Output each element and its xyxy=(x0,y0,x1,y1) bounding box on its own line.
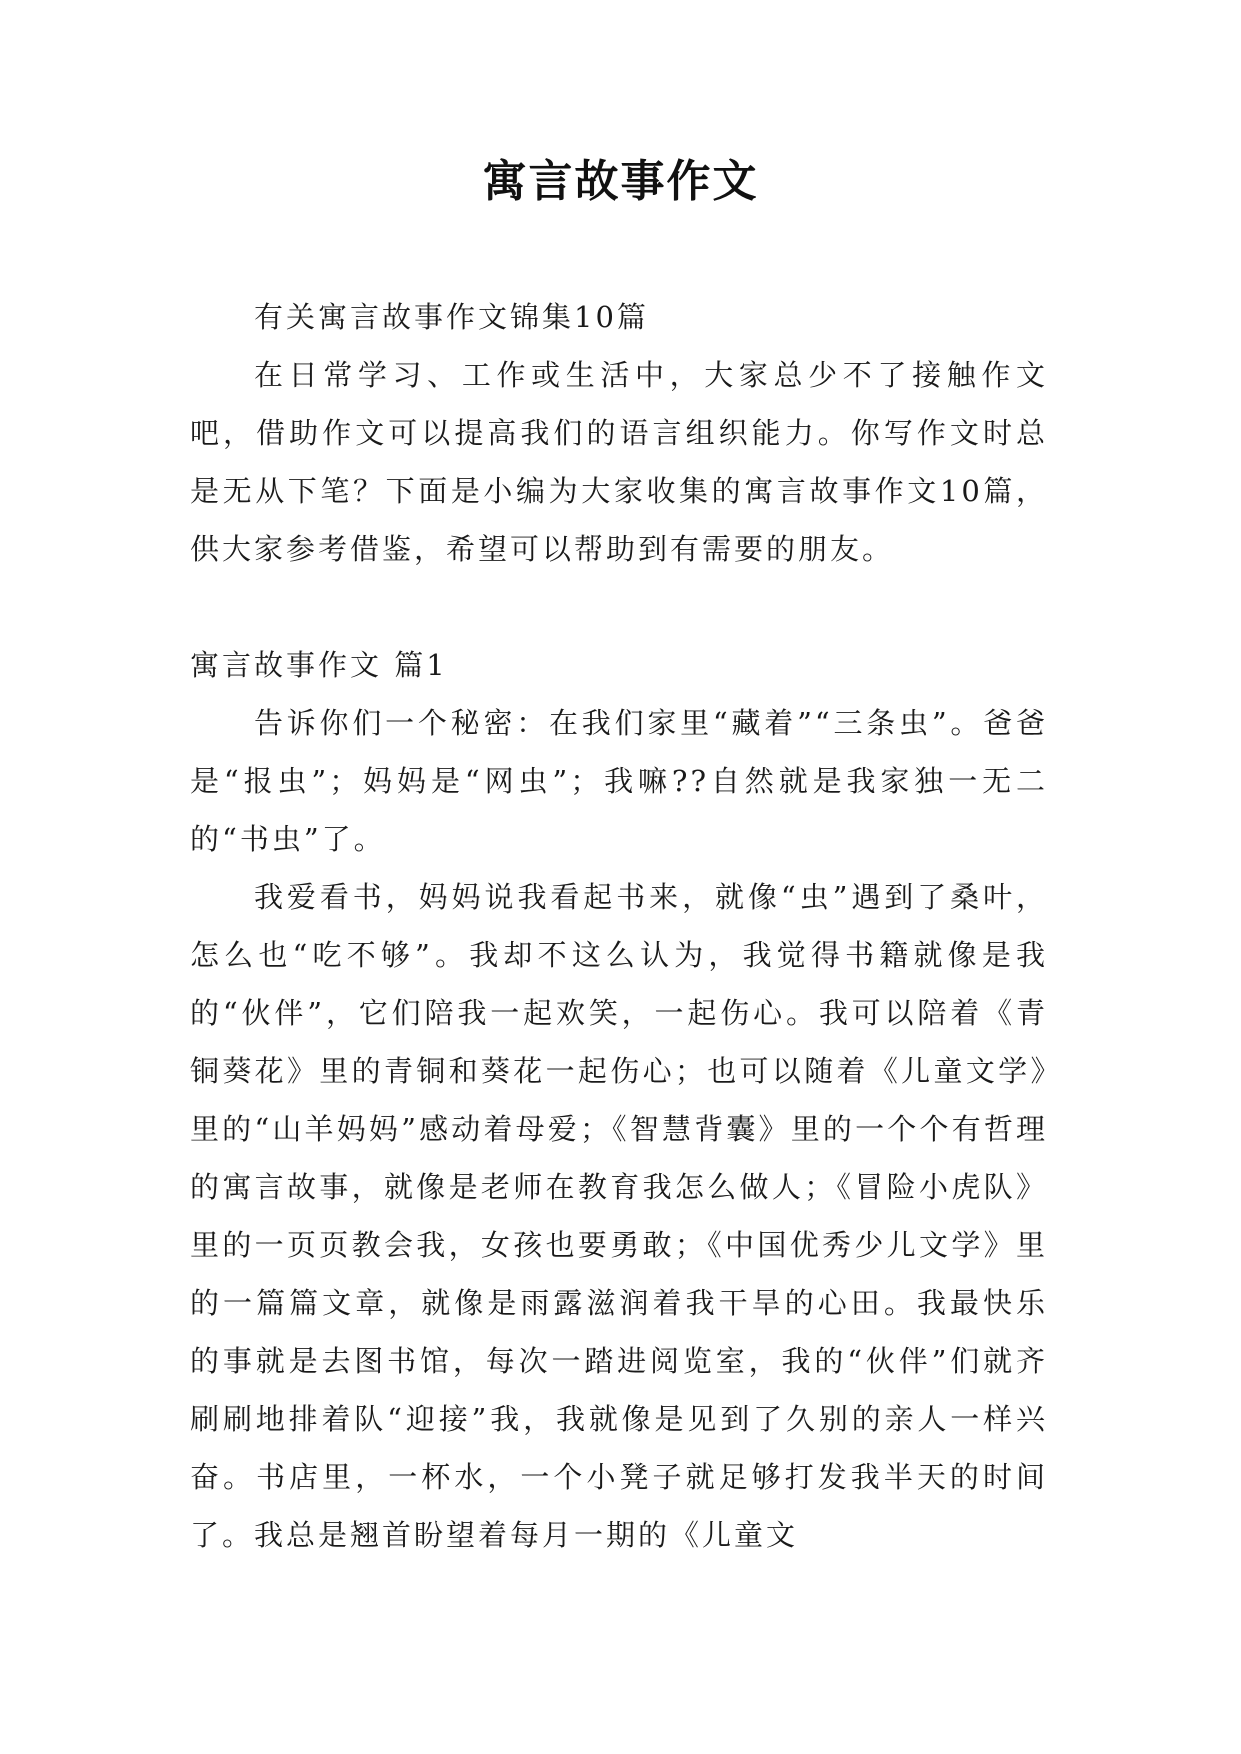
document-subtitle: 有关寓言故事作文锦集10篇 xyxy=(254,300,649,334)
document-title: 寓言故事作文 xyxy=(482,156,759,207)
document-body xyxy=(190,288,1048,1564)
intro-paragraph: 在日常学习、工作或生活中，大家总少不了接触作文吧，借助作文可以提高我们的语言组织能力。你写作文时总是无从下笔？下面是小编为大家收集的寓言故事作文10篇，供大家参考借鉴，希望可以帮助到有需要的朋友。 xyxy=(190,358,1048,566)
section-paragraph: 我爱看书，妈妈说我看起书来，就像“虫”遇到了桑叶，怎么也“吃不够”。我却不这么认为，我觉得书籍就像是我的“伙伴”，它们陪我一起欢笑，一起伤心。我可以陪着《青铜葵花》里的青铜和葵花一起伤心；也可以随着《儿童文学》里的“山羊妈妈”感动着母爱；《智慧背囊》里的一个个有哲理的寓言故事，就像是老师在教育我怎么做人；《冒险小虎队》里的一页页教会我，女孩也要勇敢；《中国优秀少儿文学》里的一篇篇文章，就像是雨露滋润着我干旱的心田。我最快乐的事就是去图书馆，每次一踏进阅览室，我的“伙伴”们就齐刷刷地排着队“迎接”我，我就像是见到了久别的亲人一样兴奋。书店里，一杯水，一个小凳子就足够打发我半天的时间了。我总是翘首盼望着每月一期的《儿童文 xyxy=(190,880,1048,1552)
section-heading: 寓言故事作文 篇1 xyxy=(190,648,448,682)
section-paragraph: 告诉你们一个秘密：在我们家里“藏着”“三条虫”。爸爸是“报虫”；妈妈是“网虫”；我嘛??自然就是我家独一无二的“书虫”了。 xyxy=(190,706,1048,856)
